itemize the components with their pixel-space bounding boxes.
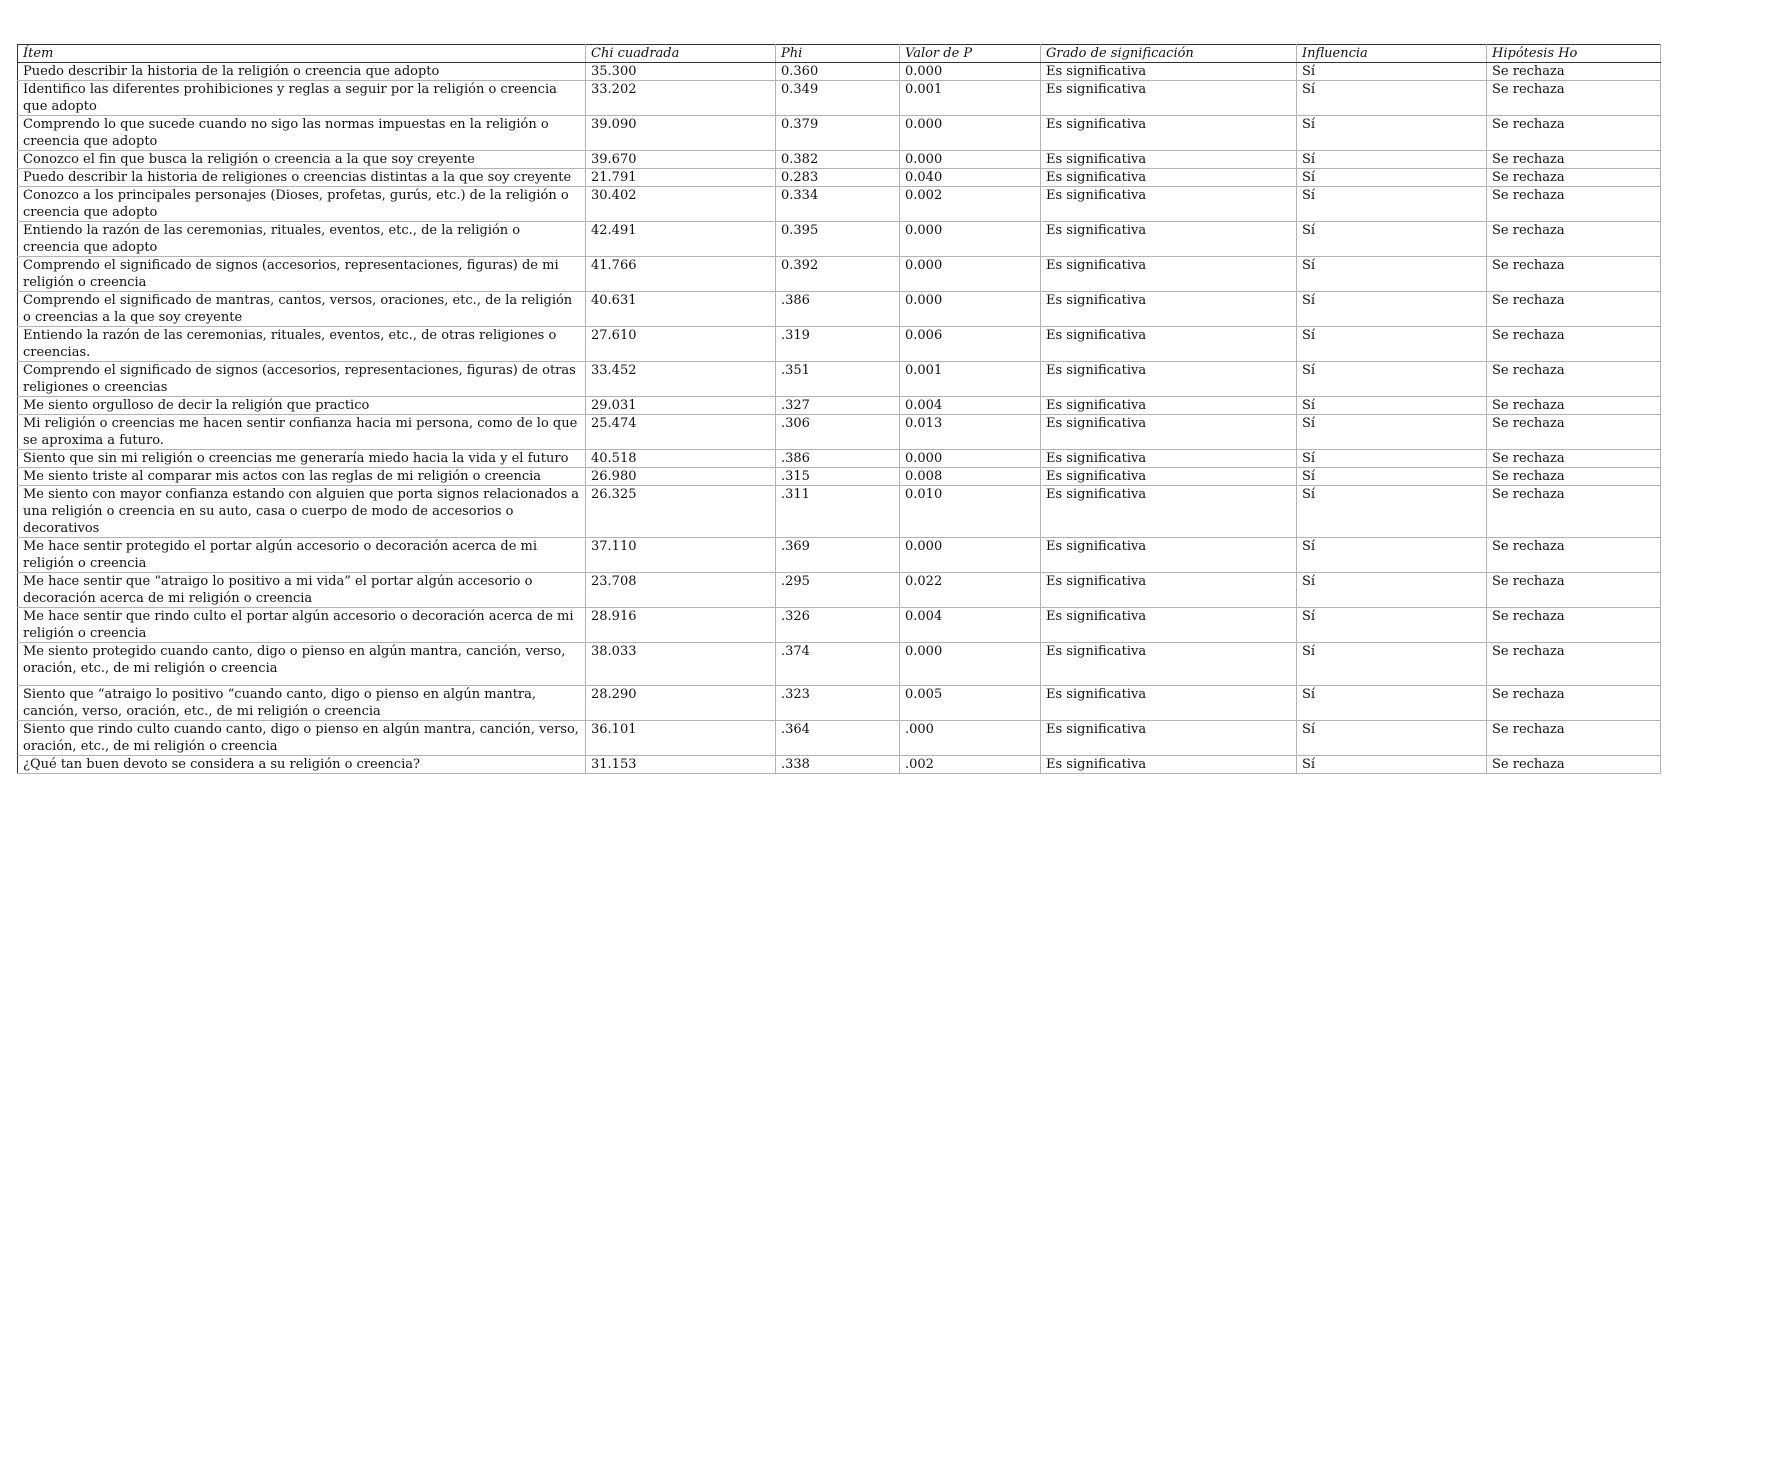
cell-hipotesis: Se rechaza [1487,538,1661,573]
cell-grado-significacion: Es significativa [1041,643,1297,686]
cell-influencia: Sí [1297,327,1487,362]
cell-chi-cuadrada: 28.916 [586,608,776,643]
cell-influencia: Sí [1297,643,1487,686]
cell-valor-p: 0.000 [900,63,1041,81]
cell-phi: .386 [776,292,900,327]
cell-valor-p: 0.000 [900,257,1041,292]
cell-hipotesis: Se rechaza [1487,63,1661,81]
cell-chi-cuadrada: 35.300 [586,63,776,81]
table-row [18,538,1661,573]
cell-item: Comprendo el significado de mantras, cantos, versos, oraciones, etc., de la religión o creencias a la que soy creyente [18,292,586,327]
cell-phi: 0.395 [776,222,900,257]
cell-item: Conozco el fin que busca la religión o creencia a la que soy creyente [18,151,586,169]
cell-item: Comprendo lo que sucede cuando no sigo las normas impuestas en la religión o creencia que adopto [18,116,586,151]
header-hipotesis: Hipótesis Ho [1487,45,1661,63]
table-row [18,292,1661,327]
table-row [18,468,1661,486]
cell-influencia: Sí [1297,222,1487,257]
cell-influencia: Sí [1297,81,1487,116]
cell-grado-significacion: Es significativa [1041,292,1297,327]
cell-phi: .369 [776,538,900,573]
cell-hipotesis: Se rechaza [1487,222,1661,257]
table-row [18,151,1661,169]
table-body [18,63,1661,774]
cell-phi: .311 [776,486,900,538]
cell-phi: 0.334 [776,187,900,222]
cell-grado-significacion: Es significativa [1041,187,1297,222]
cell-phi: 0.283 [776,169,900,187]
cell-chi-cuadrada: 38.033 [586,643,776,686]
cell-valor-p: 0.001 [900,362,1041,397]
cell-grado-significacion: Es significativa [1041,151,1297,169]
cell-valor-p: 0.000 [900,450,1041,468]
cell-influencia: Sí [1297,151,1487,169]
cell-grado-significacion: Es significativa [1041,81,1297,116]
cell-phi: 0.379 [776,116,900,151]
cell-influencia: Sí [1297,292,1487,327]
cell-item: Entiendo la razón de las ceremonias, rituales, eventos, etc., de otras religiones o creencias. [18,327,586,362]
cell-valor-p: 0.002 [900,187,1041,222]
cell-influencia: Sí [1297,415,1487,450]
cell-chi-cuadrada: 40.518 [586,450,776,468]
cell-item: Me siento triste al comparar mis actos con las reglas de mi religión o creencia [18,468,586,486]
cell-hipotesis: Se rechaza [1487,397,1661,415]
cell-phi: .319 [776,327,900,362]
cell-grado-significacion: Es significativa [1041,756,1297,774]
cell-phi: .374 [776,643,900,686]
cell-item: Identifico las diferentes prohibiciones y reglas a seguir por la religión o creencia que adopto [18,81,586,116]
cell-chi-cuadrada: 28.290 [586,686,776,721]
cell-item: Me siento con mayor confianza estando con alguien que porta signos relacionados a una religión o creencia en su auto, casa o cuerpo de modo de accesorios o decorativos [18,486,586,538]
cell-valor-p: 0.013 [900,415,1041,450]
cell-hipotesis: Se rechaza [1487,686,1661,721]
cell-grado-significacion: Es significativa [1041,362,1297,397]
cell-influencia: Sí [1297,187,1487,222]
cell-chi-cuadrada: 26.325 [586,486,776,538]
cell-item: Conozco a los principales personajes (Dioses, profetas, gurús, etc.) de la religión o creencia que adopto [18,187,586,222]
cell-chi-cuadrada: 26.980 [586,468,776,486]
header-influencia: Influencia [1297,45,1487,63]
cell-phi: .315 [776,468,900,486]
table-row [18,643,1661,686]
cell-grado-significacion: Es significativa [1041,686,1297,721]
cell-hipotesis: Se rechaza [1487,292,1661,327]
cell-hipotesis: Se rechaza [1487,327,1661,362]
cell-hipotesis: Se rechaza [1487,257,1661,292]
table-row [18,756,1661,774]
cell-grado-significacion: Es significativa [1041,116,1297,151]
cell-grado-significacion: Es significativa [1041,415,1297,450]
cell-valor-p: .000 [900,721,1041,756]
cell-valor-p: 0.000 [900,151,1041,169]
cell-influencia: Sí [1297,756,1487,774]
cell-valor-p: 0.040 [900,169,1041,187]
cell-item: Puedo describir la historia de la religión o creencia que adopto [18,63,586,81]
cell-hipotesis: Se rechaza [1487,151,1661,169]
cell-grado-significacion: Es significativa [1041,222,1297,257]
cell-item: Me hace sentir que rindo culto el portar algún accesorio o decoración acerca de mi religión o creencia [18,608,586,643]
cell-hipotesis: Se rechaza [1487,116,1661,151]
cell-item: Entiendo la razón de las ceremonias, rituales, eventos, etc., de la religión o creencia que adopto [18,222,586,257]
cell-influencia: Sí [1297,573,1487,608]
cell-hipotesis: Se rechaza [1487,608,1661,643]
cell-hipotesis: Se rechaza [1487,486,1661,538]
cell-grado-significacion: Es significativa [1041,573,1297,608]
cell-phi: .338 [776,756,900,774]
cell-influencia: Sí [1297,63,1487,81]
cell-item: Me hace sentir protegido el portar algún accesorio o decoración acerca de mi religión o creencia [18,538,586,573]
cell-chi-cuadrada: 42.491 [586,222,776,257]
cell-grado-significacion: Es significativa [1041,608,1297,643]
table-row [18,721,1661,756]
results-table [17,44,1661,774]
cell-influencia: Sí [1297,686,1487,721]
table-row [18,257,1661,292]
cell-influencia: Sí [1297,116,1487,151]
cell-valor-p: 0.000 [900,116,1041,151]
cell-item: Siento que sin mi religión o creencias me generaría miedo hacia la vida y el futuro [18,450,586,468]
cell-item: Siento que rindo culto cuando canto, digo o pienso en algún mantra, canción, verso, oración, etc., de mi religión o creencia [18,721,586,756]
cell-hipotesis: Se rechaza [1487,643,1661,686]
cell-item: ¿Qué tan buen devoto se considera a su religión o creencia? [18,756,586,774]
cell-item: Siento que “atraigo lo positivo “cuando canto, digo o pienso en algún mantra, canción, verso, oración, etc., de mi religión o creencia [18,686,586,721]
cell-grado-significacion: Es significativa [1041,397,1297,415]
cell-item: Comprendo el significado de signos (accesorios, representaciones, figuras) de otras religiones o creencias [18,362,586,397]
table-row [18,608,1661,643]
table-row [18,81,1661,116]
cell-phi: .327 [776,397,900,415]
cell-phi: .323 [776,686,900,721]
cell-phi: .295 [776,573,900,608]
cell-hipotesis: Se rechaza [1487,415,1661,450]
table-row [18,686,1661,721]
cell-valor-p: .002 [900,756,1041,774]
table-header [18,45,1661,63]
header-chi-cuadrada: Chi cuadrada [586,45,776,63]
header-item: Ítem [18,45,586,63]
cell-grado-significacion: Es significativa [1041,257,1297,292]
table-row [18,222,1661,257]
header-row [18,45,1661,63]
table-row [18,327,1661,362]
cell-hipotesis: Se rechaza [1487,756,1661,774]
cell-chi-cuadrada: 41.766 [586,257,776,292]
cell-hipotesis: Se rechaza [1487,187,1661,222]
cell-valor-p: 0.005 [900,686,1041,721]
cell-chi-cuadrada: 36.101 [586,721,776,756]
cell-influencia: Sí [1297,486,1487,538]
cell-phi: .364 [776,721,900,756]
cell-phi: .351 [776,362,900,397]
cell-grado-significacion: Es significativa [1041,721,1297,756]
cell-valor-p: 0.008 [900,468,1041,486]
cell-valor-p: 0.000 [900,292,1041,327]
cell-phi: .306 [776,415,900,450]
cell-influencia: Sí [1297,608,1487,643]
cell-item: Comprendo el significado de signos (accesorios, representaciones, figuras) de mi religión o creencia [18,257,586,292]
cell-hipotesis: Se rechaza [1487,721,1661,756]
cell-valor-p: 0.000 [900,538,1041,573]
cell-valor-p: 0.000 [900,222,1041,257]
cell-grado-significacion: Es significativa [1041,538,1297,573]
cell-chi-cuadrada: 21.791 [586,169,776,187]
cell-item: Mi religión o creencias me hacen sentir confianza hacia mi persona, como de lo que se aproxima a futuro. [18,415,586,450]
header-grado-significacion: Grado de significación [1041,45,1297,63]
cell-chi-cuadrada: 40.631 [586,292,776,327]
cell-item: Me hace sentir que “atraigo lo positivo a mi vida” el portar algún accesorio o decoración acerca de mi religión o creencia [18,573,586,608]
table-row [18,169,1661,187]
cell-grado-significacion: Es significativa [1041,327,1297,362]
cell-grado-significacion: Es significativa [1041,486,1297,538]
table-row [18,450,1661,468]
table-row [18,362,1661,397]
cell-valor-p: 0.000 [900,643,1041,686]
table-row [18,415,1661,450]
table-row [18,116,1661,151]
table-row [18,486,1661,538]
cell-influencia: Sí [1297,721,1487,756]
cell-chi-cuadrada: 39.090 [586,116,776,151]
cell-influencia: Sí [1297,468,1487,486]
cell-phi: .386 [776,450,900,468]
cell-valor-p: 0.022 [900,573,1041,608]
cell-hipotesis: Se rechaza [1487,468,1661,486]
cell-valor-p: 0.001 [900,81,1041,116]
cell-chi-cuadrada: 39.670 [586,151,776,169]
cell-valor-p: 0.010 [900,486,1041,538]
cell-chi-cuadrada: 30.402 [586,187,776,222]
header-valor-p: Valor de P [900,45,1041,63]
cell-chi-cuadrada: 23.708 [586,573,776,608]
cell-phi: 0.349 [776,81,900,116]
cell-influencia: Sí [1297,257,1487,292]
cell-grado-significacion: Es significativa [1041,63,1297,81]
cell-valor-p: 0.004 [900,397,1041,415]
cell-valor-p: 0.004 [900,608,1041,643]
cell-chi-cuadrada: 33.452 [586,362,776,397]
table-row [18,187,1661,222]
cell-hipotesis: Se rechaza [1487,362,1661,397]
cell-influencia: Sí [1297,538,1487,573]
cell-valor-p: 0.006 [900,327,1041,362]
cell-hipotesis: Se rechaza [1487,450,1661,468]
header-phi: Phi [776,45,900,63]
cell-influencia: Sí [1297,450,1487,468]
cell-phi: 0.382 [776,151,900,169]
cell-chi-cuadrada: 25.474 [586,415,776,450]
table-row [18,573,1661,608]
cell-phi: 0.360 [776,63,900,81]
cell-grado-significacion: Es significativa [1041,169,1297,187]
table-row [18,63,1661,81]
cell-influencia: Sí [1297,169,1487,187]
cell-chi-cuadrada: 29.031 [586,397,776,415]
cell-chi-cuadrada: 31.153 [586,756,776,774]
cell-phi: 0.392 [776,257,900,292]
cell-hipotesis: Se rechaza [1487,169,1661,187]
cell-grado-significacion: Es significativa [1041,468,1297,486]
cell-hipotesis: Se rechaza [1487,81,1661,116]
table-row [18,397,1661,415]
cell-influencia: Sí [1297,362,1487,397]
cell-phi: .326 [776,608,900,643]
cell-item: Puedo describir la historia de religiones o creencias distintas a la que soy creyente [18,169,586,187]
cell-grado-significacion: Es significativa [1041,450,1297,468]
cell-hipotesis: Se rechaza [1487,573,1661,608]
cell-chi-cuadrada: 33.202 [586,81,776,116]
cell-item: Me siento protegido cuando canto, digo o pienso en algún mantra, canción, verso, oración, etc., de mi religión o creencia [18,643,586,686]
cell-chi-cuadrada: 27.610 [586,327,776,362]
cell-item: Me siento orgulloso de decir la religión que practico [18,397,586,415]
cell-influencia: Sí [1297,397,1487,415]
cell-chi-cuadrada: 37.110 [586,538,776,573]
